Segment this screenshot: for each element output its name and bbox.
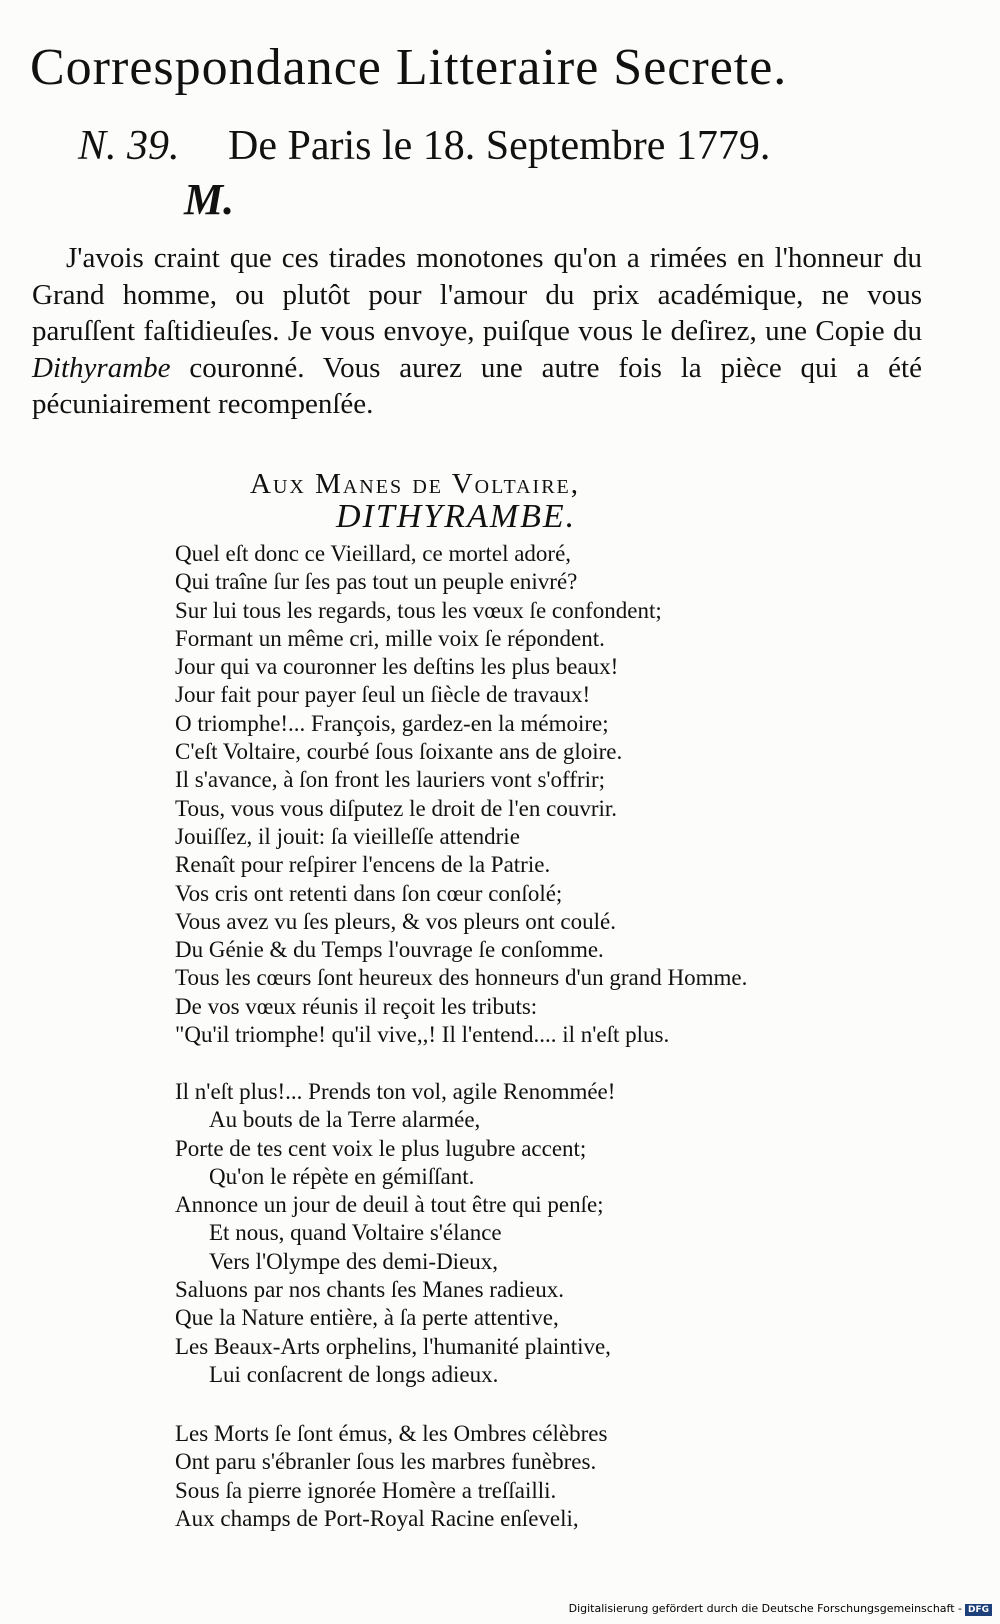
poem-line: Qui traîne ſur ſes pas tout un peuple enivré? bbox=[175, 569, 578, 595]
poem-line: Ont paru s'ébranler ſous les marbres funèbres. bbox=[175, 1449, 597, 1475]
poem-line: Que la Nature entière, à ſa perte attentive, bbox=[175, 1305, 559, 1331]
poem-line: Il n'eſt plus!... Prends ton vol, agile Renommée! bbox=[175, 1079, 616, 1104]
poem-stanza-1 bbox=[175, 540, 895, 1049]
poem-line: Vous avez vu ſes pleurs, & vos pleurs ont coulé. bbox=[175, 908, 616, 934]
masthead-title: Correspondance Litteraire Secrete. bbox=[30, 39, 788, 96]
poem-line: Au bouts de la Terre alarmée, bbox=[209, 1107, 481, 1133]
poem-line: Il s'avance, à ſon front les lauriers vont s'offrir; bbox=[175, 767, 606, 793]
poem-line: Vos cris ont retenti dans ſon cœur conſolé; bbox=[175, 880, 563, 906]
poem-line: Annonce un jour de deuil à tout être qui penſe; bbox=[175, 1192, 604, 1218]
poem-line: De vos vœux réunis il reçoit les tributs: bbox=[175, 993, 538, 1019]
poem-line: Les Morts ſe ſont émus, & les Ombres célèbres bbox=[175, 1421, 608, 1446]
poem-line: Tous les cœurs ſont heureux des honneurs d'un grand Homme. bbox=[175, 965, 748, 991]
poem-line: Renaît pour reſpirer l'encens de la Patrie. bbox=[175, 852, 551, 878]
poem-line: Du Génie & du Temps l'ouvrage ſe conſomme. bbox=[175, 937, 604, 963]
poem-line: C'eſt Voltaire, courbé ſous ſoixante ans de gloire. bbox=[175, 739, 623, 765]
poem-line: Les Beaux-Arts orphelins, l'humanité plaintive, bbox=[175, 1333, 611, 1359]
poem-heading: Aux Manes de Voltaire, bbox=[250, 468, 581, 500]
dateline bbox=[78, 122, 938, 170]
intro-italic-title: Dithyrambe bbox=[32, 351, 171, 384]
poem-line: Aux champs de Port-Royal Racine enſeveli, bbox=[175, 1505, 579, 1531]
salutation: M. bbox=[184, 175, 235, 224]
poem-line: Lui conſacrent de longs adieux. bbox=[209, 1361, 499, 1387]
intro-paragraph bbox=[32, 240, 922, 423]
poem-line: Quel eſt donc ce Vieillard, ce mortel adoré, bbox=[175, 541, 572, 566]
dfg-logo: DFG bbox=[965, 1604, 992, 1616]
footer-text: Digitalisierung gefördert durch die Deutsche Forschungsgemeinschaft - bbox=[568, 1602, 962, 1615]
poem-line: Tous, vous vous diſputez le droit de l'en couvrir. bbox=[175, 795, 618, 821]
issue-number: N. 39. bbox=[78, 123, 180, 169]
poem-line: Sous ſa pierre ignorée Homère a treſſailli. bbox=[175, 1477, 557, 1503]
digitization-credit bbox=[569, 1602, 992, 1616]
poem-line: Jour qui va couronner les deſtins les plus beaux! bbox=[175, 654, 619, 680]
poem-line: Formant un même cri, mille voix ſe répondent. bbox=[175, 625, 605, 651]
poem-stanza-2 bbox=[175, 1078, 895, 1389]
poem-subheading: DITHYRAMBE. bbox=[336, 498, 577, 535]
poem-line: Jouiſſez, il jouit: ſa vieilleſſe attendrie bbox=[175, 823, 520, 849]
intro-text-after: couronné. Vous aurez une autre fois la pièce qui a été pécuniairement recompenſée. bbox=[32, 351, 922, 420]
poem-stanza-3 bbox=[175, 1420, 895, 1533]
poem-line: Qu'on le répète en gémiſſant. bbox=[209, 1163, 475, 1189]
poem-line: Jour fait pour payer ſeul un ſiècle de travaux! bbox=[175, 682, 591, 708]
poem-line: Porte de tes cent voix le plus lugubre accent; bbox=[175, 1135, 587, 1161]
poem-line: Saluons par nos chants ſes Manes radieux. bbox=[175, 1277, 565, 1303]
poem-line: O triomphe!... François, gardez-en la mémoire; bbox=[175, 710, 609, 736]
poem-line: Vers l'Olympe des demi-Dieux, bbox=[209, 1248, 499, 1274]
poem-line: "Qu'il triomphe! qu'il vive,,! Il l'entend.... il n'eſt plus. bbox=[175, 1022, 670, 1048]
intro-text-before: J'avois craint que ces tirades monotones qu'on a rimées en l'honneur du Grand homme, ou plutôt pour l'amour du prix académique, ne vous paruſſent faſtidieuſes. Je vous envoye, puiſque vous le deſirez, une Copie du bbox=[32, 242, 922, 347]
date-text: De Paris le 18. Septembre 1779. bbox=[228, 123, 771, 169]
poem-line: Sur lui tous les regards, tous les vœux ſe confondent; bbox=[175, 597, 662, 623]
poem-line: Et nous, quand Voltaire s'élance bbox=[209, 1220, 502, 1246]
